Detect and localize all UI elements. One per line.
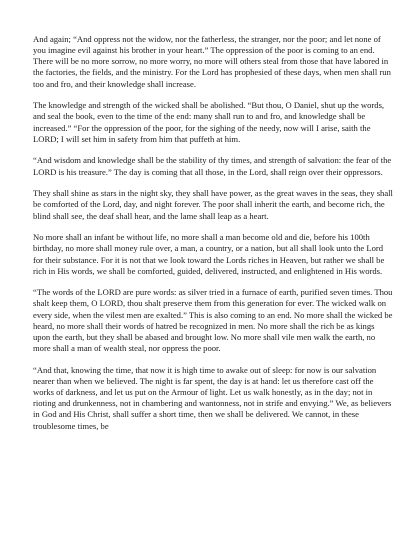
document-page bbox=[33, 34, 393, 442]
paragraph-5: No more shall an infant be without life, no more shall a man become old and die, before his 100th birthday, no more shall money rule over, a man, a country, or a nation, but all shall look unto the Lord for their substance. For it is not that we look toward the Lords riches in Heaven, but rather we shall be rich in His words, we shall be comforted, guided, delivered, instructed, and enlightened in His words. bbox=[33, 232, 385, 276]
paragraph-6: “The words of the LORD are pure words: as silver tried in a furnace of earth, purified seven times. Thou shalt keep them, O LORD, thou shalt preserve them from this generation for ever. The wicked walk on every side, when the vilest men are exalted.” This is also coming to an end. No more shall the wicked be heard, no more shall their words of hatred be recognized in men. No more shall the rich be as kings upon the earth, but they shall be abased and brought low. No more shall vile men walk the earth, no more shall a man of wealth steal, nor oppress the poor. bbox=[33, 287, 393, 354]
paragraph-2: The knowledge and strength of the wicked shall be abolished. “But thou, O Daniel, shut up the words, and seal the book, even to the time of the end: many shall run to and fro, and knowledge shall be increased.” “For the oppression of the poor, for the sighing of the needy, now will I arise, saith the LORD; I will set him in safety from him that puffeth at him. bbox=[33, 100, 385, 144]
paragraph-4: They shall shine as stars in the night sky, they shall have power, as the great waves in the seas, they shall be comforted of the Lord, day, and night forever. The poor shall inherit the earth, and become rich, the blind shall see, the deaf shall hear, and the lame shall leap as a heart. bbox=[33, 188, 393, 221]
paragraph-1: And again; “And oppress not the widow, nor the fatherless, the stranger, nor the poor; and let none of you imagine evil against his brother in your heart.” The oppression of the poor is coming to an end. There will be no more sorrow, no more worry, no more will others steal from those that have labored in the factories, the fields, and the ministry. For the Lord has prophesied of these days, when men shall run too and fro, and their knowledge shall increase. bbox=[33, 34, 391, 89]
paragraph-3: “And wisdom and knowledge shall be the stability of thy times, and strength of salvation: the fear of the LORD is his treasure.” The day is coming that all those, in the Lord, shall reign over their oppressors. bbox=[33, 155, 392, 177]
paragraph-7: “And that, knowing the time, that now it is high time to awake out of sleep: for now is our salvation nearer than when we believed. The night is far spent, the day is at hand: let us therefore cast off the works of darkness, and let us put on the Armour of light. Let us walk honestly, as in the day; not in rioting and drunkenness, not in chambering and wantonness, not in strife and envying.” We, as believers in God and His Christ, shall suffer a short time, then we shall be delivered. We cannot, in these troublesome times, be bbox=[33, 364, 392, 431]
